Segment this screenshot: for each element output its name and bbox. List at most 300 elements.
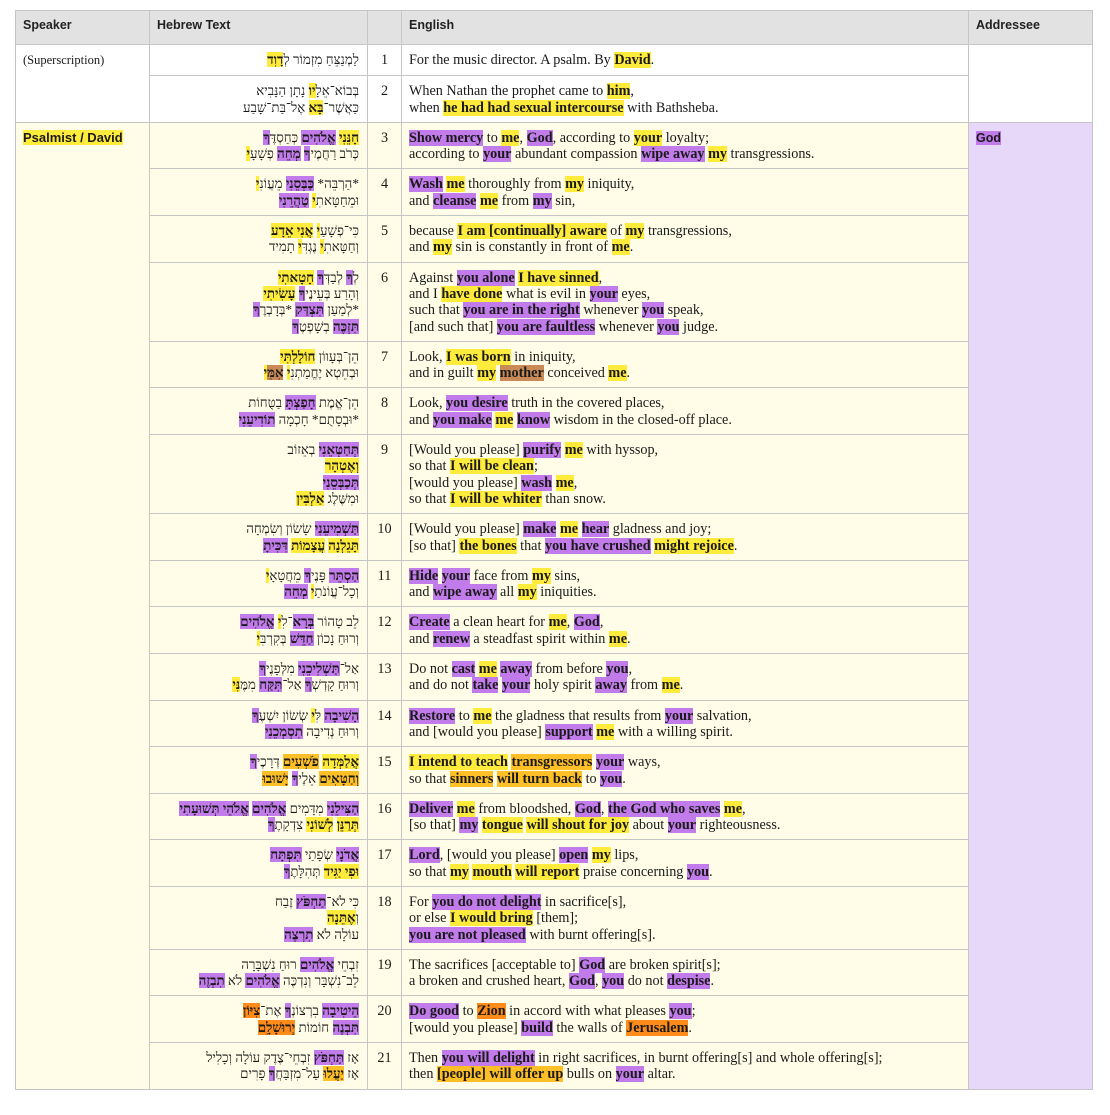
- hebrew-segment: פֹשְׁעִים: [283, 754, 319, 770]
- hebrew-line: [154, 957, 359, 973]
- english-segment: me: [564, 442, 583, 459]
- hebrew-line: [154, 771, 359, 787]
- verse-number: 1: [368, 45, 402, 76]
- hebrew-segment: י: [246, 146, 250, 162]
- english-line: [409, 847, 961, 863]
- hebrew-segment: תְּחַטְּאֵנִי: [318, 442, 359, 458]
- hebrew-line: [154, 847, 359, 863]
- english-line: [409, 223, 961, 239]
- english-segment: are broken spirit[s];: [605, 956, 721, 973]
- english-segment: your: [502, 677, 531, 694]
- hebrew-segment: וּפִי יַגִּיד: [323, 863, 359, 879]
- english-segment: whenever: [579, 302, 643, 319]
- table-row: [16, 747, 1093, 794]
- english-segment: your: [441, 567, 471, 584]
- english-segment: me: [608, 630, 628, 647]
- verse-number: 9: [368, 435, 402, 514]
- hebrew-segment: עֲצָמוֹת: [291, 537, 325, 553]
- hebrew-line: [154, 1020, 359, 1036]
- hebrew-segment: *: [352, 411, 359, 427]
- english-line: [409, 801, 961, 817]
- english-segment: a steadfast spirit within: [469, 630, 609, 647]
- english-text-cell: [402, 435, 969, 514]
- verse-number: 18: [368, 886, 402, 949]
- hebrew-segment: מִמֶּ: [240, 677, 260, 693]
- speaker-label: Psalmist / David: [23, 129, 123, 145]
- hebrew-segment: זִבְחֵי: [334, 956, 359, 972]
- hebrew-segment: ךָ: [263, 129, 270, 145]
- english-segment: than snow.: [541, 490, 606, 507]
- hebrew-line: [154, 52, 359, 68]
- english-segment: face from: [470, 567, 532, 584]
- english-segment: wisdom in the closed-off place.: [550, 411, 732, 428]
- english-line: [409, 491, 961, 507]
- english-segment: sin is constantly in front of: [451, 239, 612, 256]
- hebrew-line: [154, 724, 359, 740]
- english-segment: with hyssop,: [582, 442, 659, 459]
- hebrew-segment: וְחַטָּאִים: [319, 770, 359, 786]
- english-segment: me: [456, 800, 475, 817]
- hebrew-line: [154, 286, 359, 302]
- hebrew-segment: אֲדֹנָי: [336, 847, 359, 863]
- english-segment: I was born: [446, 348, 511, 365]
- english-segment: .: [622, 770, 626, 787]
- english-segment: because: [409, 223, 458, 240]
- hebrew-line: [154, 100, 359, 116]
- english-segment: renew: [433, 630, 470, 647]
- english-segment: iniquity,: [584, 176, 635, 193]
- hebrew-text-cell: [150, 514, 368, 561]
- hebrew-segment: דִּכִּיתָ: [263, 537, 288, 553]
- english-segment: your: [589, 285, 618, 302]
- hebrew-segment: *: [352, 302, 359, 318]
- hebrew-segment: וּבְסָתֻם: [318, 411, 353, 427]
- english-segment: conceived: [543, 365, 609, 382]
- hebrew-line: [154, 1050, 359, 1066]
- hebrew-segment: הֵיטִיבָה: [322, 1003, 359, 1019]
- english-text-cell: [402, 607, 969, 654]
- hebrew-segment: חָפַצְתָּ: [285, 395, 316, 411]
- english-segment: or else: [409, 910, 450, 927]
- english-segment: I would bring: [449, 910, 533, 927]
- english-segment: me: [473, 707, 492, 724]
- english-segment: purify: [523, 442, 562, 459]
- english-segment: and in guilt: [409, 365, 478, 382]
- hebrew-segment: זֶבַח: [274, 893, 297, 909]
- hebrew-line: [154, 910, 359, 926]
- hebrew-line: [154, 302, 359, 318]
- english-segment: The sacrifices [acceptable to]: [409, 956, 580, 973]
- hebrew-segment: לֵב טָהוֹר: [314, 614, 359, 630]
- english-line: [409, 442, 961, 458]
- english-segment: eyes,: [617, 285, 651, 302]
- english-segment: .: [710, 973, 715, 990]
- english-segment: from before: [531, 661, 607, 678]
- english-segment: ,: [598, 269, 603, 286]
- english-segment: me: [661, 677, 680, 694]
- hebrew-segment: תִּפְתָּח: [270, 847, 302, 863]
- english-segment: you desire: [446, 395, 508, 412]
- table-row: [16, 435, 1093, 514]
- hebrew-segment: *בְּדָבְרֶ: [259, 302, 296, 318]
- hebrew-segment: אִמִּ: [267, 365, 284, 381]
- hebrew-segment: אֱלֹהִים: [252, 800, 287, 816]
- table-row: [16, 700, 1093, 747]
- english-segment: have done: [441, 285, 503, 302]
- hebrew-segment: אֶת־: [260, 1003, 285, 1019]
- verse-number: 17: [368, 840, 402, 887]
- hebrew-line: [154, 521, 359, 537]
- hebrew-segment: בְאֵזוֹב: [287, 442, 319, 458]
- verse-number: 14: [368, 700, 402, 747]
- verse-number: 7: [368, 341, 402, 388]
- hebrew-segment: אֱלֹהִים: [240, 614, 275, 630]
- hebrew-segment: דְּרָכֶי: [256, 754, 284, 770]
- english-segment: to: [459, 1003, 478, 1020]
- english-segment: ,: [519, 129, 527, 146]
- english-line: [409, 302, 961, 318]
- hebrew-segment: וְחַטָּאתִ: [323, 239, 359, 255]
- english-text-cell: [402, 1043, 969, 1090]
- english-segment: you are in the right: [463, 302, 580, 319]
- hebrew-segment: תַּחְפֹּץ: [313, 1050, 344, 1066]
- english-text-cell: [402, 700, 969, 747]
- hebrew-segment: רוּחַ נִשְׁבָּרָה: [241, 956, 300, 972]
- hebrew-segment: מִלְּפָנֶי: [265, 661, 299, 677]
- hebrew-segment: וְ: [355, 910, 359, 926]
- hebrew-line: [154, 614, 359, 630]
- header-english: English: [402, 11, 969, 45]
- hebrew-segment: לְבַדְּ: [323, 269, 347, 285]
- verse-number: 20: [368, 996, 402, 1043]
- hebrew-segment: ךָ: [268, 1066, 276, 1082]
- english-segment: Zion: [477, 1003, 506, 1020]
- hebrew-line: [154, 538, 359, 554]
- verse-number: 5: [368, 216, 402, 263]
- english-line: [409, 475, 961, 491]
- speaker-cell: [16, 122, 150, 1089]
- hebrew-segment: אֱלֹהִים: [245, 973, 280, 989]
- hebrew-segment: בִרְצוֹנְ: [291, 1003, 323, 1019]
- english-segment: with Bathsheba.: [623, 99, 719, 116]
- english-segment: my: [591, 847, 611, 864]
- english-segment: Against: [409, 269, 457, 286]
- english-segment: my: [708, 146, 727, 163]
- hebrew-segment: הֵן־בְּעָווֹן: [315, 348, 359, 364]
- english-line: [409, 927, 961, 943]
- english-segment: [Would you please]: [409, 442, 524, 459]
- english-segment: to: [582, 770, 601, 787]
- english-segment: my: [625, 223, 645, 240]
- english-text-cell: [402, 514, 969, 561]
- hebrew-line: [154, 146, 359, 162]
- english-line: [409, 910, 961, 926]
- table-row: [16, 45, 1093, 76]
- hebrew-segment: ךָ: [283, 863, 291, 879]
- hebrew-segment: ךָ: [298, 285, 306, 301]
- english-segment: you will delight: [441, 1050, 535, 1067]
- table-row: [16, 996, 1093, 1043]
- hebrew-line: [154, 412, 359, 428]
- english-segment: ways,: [624, 754, 661, 771]
- english-segment: gladness and joy;: [609, 521, 712, 538]
- hebrew-segment: י: [263, 365, 268, 381]
- english-segment: my: [565, 176, 584, 193]
- english-segment: ;: [691, 1003, 696, 1020]
- english-segment: to: [483, 129, 502, 146]
- hebrew-segment: חָנֵּנִי: [338, 129, 359, 145]
- hebrew-line: [154, 631, 359, 647]
- english-line: [409, 146, 961, 162]
- hebrew-text-cell: [150, 216, 368, 263]
- table-row: [16, 122, 1093, 169]
- english-segment: him: [606, 83, 631, 100]
- english-segment: so that: [409, 770, 450, 787]
- hebrew-segment: לַמְנַצֵּחַ מִזְמוֹר לְ: [283, 52, 359, 67]
- hebrew-segment: וְכָל־עֲוֹנֹתַ: [314, 584, 359, 600]
- english-segment: your: [615, 1066, 645, 1083]
- hebrew-segment: תְּרַנֵּן: [336, 817, 359, 833]
- hebrew-segment: תְּהִלָּתֶ: [290, 863, 324, 879]
- addressee-label: God: [976, 130, 1001, 145]
- hebrew-segment: שָׂשׂוֹן וְשִׂמְחָה: [246, 521, 315, 537]
- english-line: [409, 286, 961, 302]
- english-line: [409, 270, 961, 286]
- hebrew-segment: הָשִׁיבָה: [324, 707, 359, 723]
- english-segment: Do good: [409, 1003, 460, 1020]
- english-segment: tongue: [481, 817, 523, 834]
- english-segment: wipe away: [641, 146, 705, 163]
- english-segment: , [would you please]: [439, 847, 560, 864]
- english-line: [409, 538, 961, 554]
- english-segment: your: [595, 754, 625, 771]
- english-segment: ,: [594, 973, 603, 990]
- english-segment: and: [409, 239, 434, 256]
- english-line: [409, 412, 961, 428]
- hebrew-line: [154, 677, 359, 693]
- english-segment: Then: [409, 1050, 442, 1067]
- hebrew-segment: כַּאֲשֶׁר־: [323, 99, 359, 115]
- english-segment: God: [574, 800, 601, 817]
- hebrew-segment: אָז: [343, 1066, 359, 1082]
- hebrew-segment: י: [298, 239, 302, 255]
- english-segment: you: [657, 318, 680, 335]
- hebrew-segment: בָּא: [308, 99, 324, 115]
- english-segment: David: [614, 52, 651, 68]
- english-segment: ,: [599, 614, 604, 631]
- english-segment: Look,: [409, 348, 447, 365]
- hebrew-text-cell: [150, 76, 368, 123]
- hebrew-line: [154, 864, 359, 880]
- english-segment: mother: [499, 365, 544, 382]
- english-segment: from bloodshed,: [474, 800, 575, 817]
- hebrew-segment: יו: [308, 83, 316, 99]
- english-segment: then: [409, 1066, 437, 1083]
- hebrew-line: [154, 491, 359, 507]
- hebrew-segment: י: [286, 365, 291, 381]
- english-segment: Deliver: [409, 800, 454, 817]
- table-row: [16, 793, 1093, 840]
- hebrew-segment: פָרִים: [240, 1066, 269, 1082]
- addressee-cell: [969, 45, 1093, 123]
- hebrew-text-cell: [150, 1043, 368, 1090]
- hebrew-segment: י: [256, 630, 261, 646]
- speaker-cell: [16, 45, 150, 123]
- english-text-cell: [402, 76, 969, 123]
- english-segment: such that: [409, 302, 464, 319]
- english-text-cell: [402, 560, 969, 607]
- hebrew-segment: וּמֵחַטָּאתִ: [315, 192, 359, 208]
- english-segment: Jerusalem: [626, 1019, 689, 1036]
- english-text-cell: [402, 216, 969, 263]
- english-segment: ,: [630, 83, 634, 100]
- hebrew-line: [154, 270, 359, 286]
- english-segment: you alone: [456, 269, 515, 286]
- english-segment: me: [608, 365, 627, 382]
- hebrew-segment: ךָ: [259, 661, 266, 677]
- english-segment: righteousness.: [696, 817, 781, 834]
- table-row: [16, 949, 1093, 996]
- english-segment: sinners: [449, 770, 494, 787]
- english-segment: despise: [667, 973, 711, 990]
- english-segment: and: [409, 630, 434, 647]
- hebrew-line: [154, 894, 359, 910]
- hebrew-segment: אַלְבִּין: [296, 490, 325, 506]
- english-line: [409, 458, 961, 474]
- english-segment: your: [664, 707, 694, 724]
- english-line: [409, 193, 961, 209]
- english-segment: you: [642, 302, 665, 319]
- english-segment: from: [498, 192, 533, 209]
- english-segment: my: [433, 239, 452, 256]
- hebrew-text-cell: [150, 886, 368, 949]
- english-segment: in accord with what pleases: [505, 1003, 670, 1020]
- english-segment: you: [602, 973, 625, 990]
- english-segment: my: [459, 817, 479, 834]
- english-line: [409, 52, 961, 68]
- hebrew-line: [154, 365, 359, 381]
- english-segment: ,: [566, 614, 574, 631]
- english-segment: God: [526, 129, 553, 146]
- english-line: [409, 1050, 961, 1066]
- english-segment: open: [559, 847, 589, 864]
- english-segment: me: [559, 521, 579, 538]
- hebrew-segment: אֱלֹהִים: [300, 956, 335, 972]
- english-segment: ,: [742, 800, 746, 817]
- hebrew-segment: ךָ: [304, 567, 312, 583]
- english-line: [409, 864, 961, 880]
- english-text-cell: [402, 45, 969, 76]
- english-segment: lips,: [610, 847, 639, 864]
- hebrew-segment: חוֹלָלְתִּי: [280, 348, 316, 364]
- english-segment: your: [633, 129, 663, 146]
- hebrew-segment: וְרוּחַ נְדִיבָה: [302, 723, 359, 739]
- english-segment: he had had sexual intercourse: [443, 99, 624, 116]
- hebrew-line: [154, 239, 359, 255]
- hebrew-segment: צִיּוֹן: [243, 1003, 261, 1019]
- english-segment: iniquities.: [536, 584, 597, 601]
- hebrew-segment: יַעֲלוּ: [323, 1066, 344, 1082]
- hebrew-segment: תִּזְכֶּה: [333, 318, 359, 334]
- hebrew-line: [154, 349, 359, 365]
- hebrew-segment: י: [255, 176, 260, 192]
- english-segment: altar.: [644, 1066, 676, 1083]
- english-segment: my: [517, 584, 537, 601]
- hebrew-segment: פְשָׁעָ: [249, 146, 278, 162]
- hebrew-line: [154, 130, 359, 146]
- english-segment: of: [606, 223, 626, 240]
- hebrew-line: [154, 193, 359, 209]
- hebrew-segment: כִּי לֹא־: [326, 893, 359, 909]
- english-segment: sins,: [550, 567, 581, 584]
- hebrew-segment: אֲנִי אֵדָע: [271, 223, 314, 239]
- english-text-cell: [402, 949, 969, 996]
- english-segment: the bones: [459, 537, 517, 554]
- english-text-cell: [402, 262, 969, 341]
- hebrew-segment: שְׂשׂוֹן יִשְׁעֶ: [258, 707, 312, 723]
- hebrew-segment: וְאֶטְהָר: [324, 458, 359, 474]
- english-segment: what is evil in: [502, 285, 590, 302]
- hebrew-line: [154, 708, 359, 724]
- english-segment: whenever: [595, 318, 658, 335]
- hebrew-line: [154, 801, 359, 817]
- english-segment: ,: [573, 474, 578, 491]
- hebrew-segment: צִדְקָתֶ: [274, 817, 307, 833]
- english-line: [409, 1020, 961, 1036]
- hebrew-segment: י: [311, 707, 315, 723]
- hebrew-segment: כְּרֹב רַחֲמֶי: [310, 146, 359, 162]
- english-segment: so that: [409, 458, 450, 475]
- english-segment: Restore: [409, 707, 456, 724]
- english-segment: so that: [409, 863, 450, 880]
- english-segment: Look,: [409, 395, 447, 412]
- english-line: [409, 319, 961, 335]
- hebrew-segment: ךָ: [253, 302, 260, 318]
- english-segment: take: [472, 677, 499, 694]
- english-segment: and do not: [409, 677, 473, 694]
- english-segment: in sacrifice[s],: [541, 893, 627, 910]
- hebrew-segment: אֲלַמְּדָה: [322, 754, 359, 770]
- english-segment: I will be whiter: [449, 490, 542, 507]
- table-row: [16, 1043, 1093, 1090]
- hebrew-segment: עָשִׂיתִי: [263, 285, 296, 301]
- english-segment: God: [573, 614, 600, 631]
- english-segment: me: [478, 661, 497, 678]
- hebrew-segment: הַצִּילֵנִי: [326, 800, 359, 816]
- english-line: [409, 1066, 961, 1082]
- english-segment: [people] will offer up: [436, 1066, 564, 1083]
- hebrew-text-cell: [150, 949, 368, 996]
- hebrew-segment: ךָ: [291, 770, 299, 786]
- english-segment: and: [409, 411, 434, 428]
- verse-number: 2: [368, 76, 402, 123]
- header-addressee: Addressee: [969, 11, 1093, 45]
- english-line: [409, 708, 961, 724]
- hebrew-text-cell: [150, 840, 368, 887]
- english-segment: cast: [451, 661, 476, 678]
- hebrew-segment: תִסְמְכֵנִי: [265, 723, 303, 739]
- hebrew-text-cell: [150, 341, 368, 388]
- english-segment: the walls of: [552, 1019, 627, 1036]
- english-segment: my: [477, 365, 497, 382]
- hebrew-text-cell: [150, 700, 368, 747]
- hebrew-segment: תַּשְׁמִיעֵנִי: [314, 521, 359, 537]
- english-line: [409, 100, 961, 116]
- hebrew-segment: תִרְצֶה: [284, 926, 314, 942]
- english-text-cell: [402, 388, 969, 435]
- english-segment: in right sacrifices, in burnt offering[s] and whole offering[s];: [534, 1050, 883, 1067]
- hebrew-segment: מֵחֲטָאָ: [269, 567, 305, 583]
